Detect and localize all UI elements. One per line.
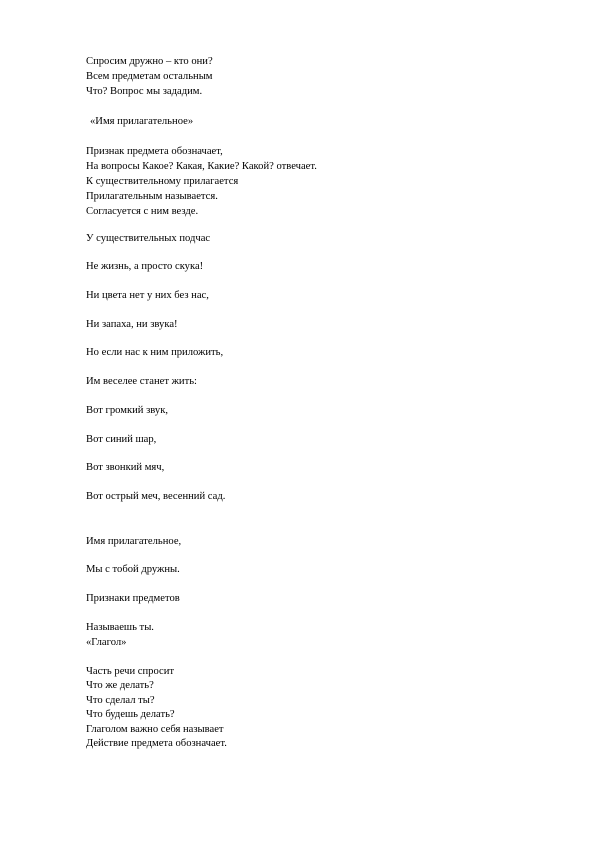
text-line: Называешь ты.	[86, 622, 154, 633]
section-heading: «Глагол»	[86, 637, 127, 648]
text-line: Вот острый меч, весенний сад.	[86, 491, 226, 502]
text-line: Мы с тобой дружны.	[86, 564, 180, 575]
text-line: Всем предметам остальным	[86, 71, 213, 82]
text-line: Спросим дружно – кто они?	[86, 56, 213, 67]
text-line: Ни цвета нет у них без нас,	[86, 290, 209, 301]
text-line: Что? Вопрос мы зададим.	[86, 86, 203, 97]
text-line: Но если нас к ним приложить,	[86, 347, 224, 358]
text-line: Им веселее станет жить:	[86, 376, 197, 387]
text-line: Признак предмета обозначает,	[86, 146, 223, 157]
text-line: Ни запаха, ни звука!	[86, 319, 178, 330]
text-line: Действие предмета обозначает.	[86, 738, 227, 749]
text-line: Вот громкий звук,	[86, 405, 168, 416]
text-line: Согласуется с ним везде.	[86, 206, 199, 217]
text-line: Что же делать?	[86, 680, 154, 691]
text-line: У существительных подчас	[86, 233, 211, 244]
text-line: Признаки предметов	[86, 593, 180, 604]
text-line: Что будешь делать?	[86, 709, 175, 720]
text-line: Имя прилагательное,	[86, 536, 182, 547]
text-line: К существительному прилагается	[86, 176, 239, 187]
text-line: На вопросы Какое? Какая, Какие? Какой? отвечает.	[86, 161, 317, 172]
text-line: Глаголом важно себя называет	[86, 724, 224, 735]
text-line: Вот синий шар,	[86, 434, 157, 445]
text-line: Не жизнь, а просто скука!	[86, 261, 204, 272]
text-line: Что сделал ты?	[86, 695, 155, 706]
section-heading: «Имя прилагательное»	[90, 116, 194, 127]
text-line: Прилагательным называется.	[86, 191, 218, 202]
text-line: Вот звонкий мяч,	[86, 462, 165, 473]
text-line: Часть речи спросит	[86, 666, 175, 677]
